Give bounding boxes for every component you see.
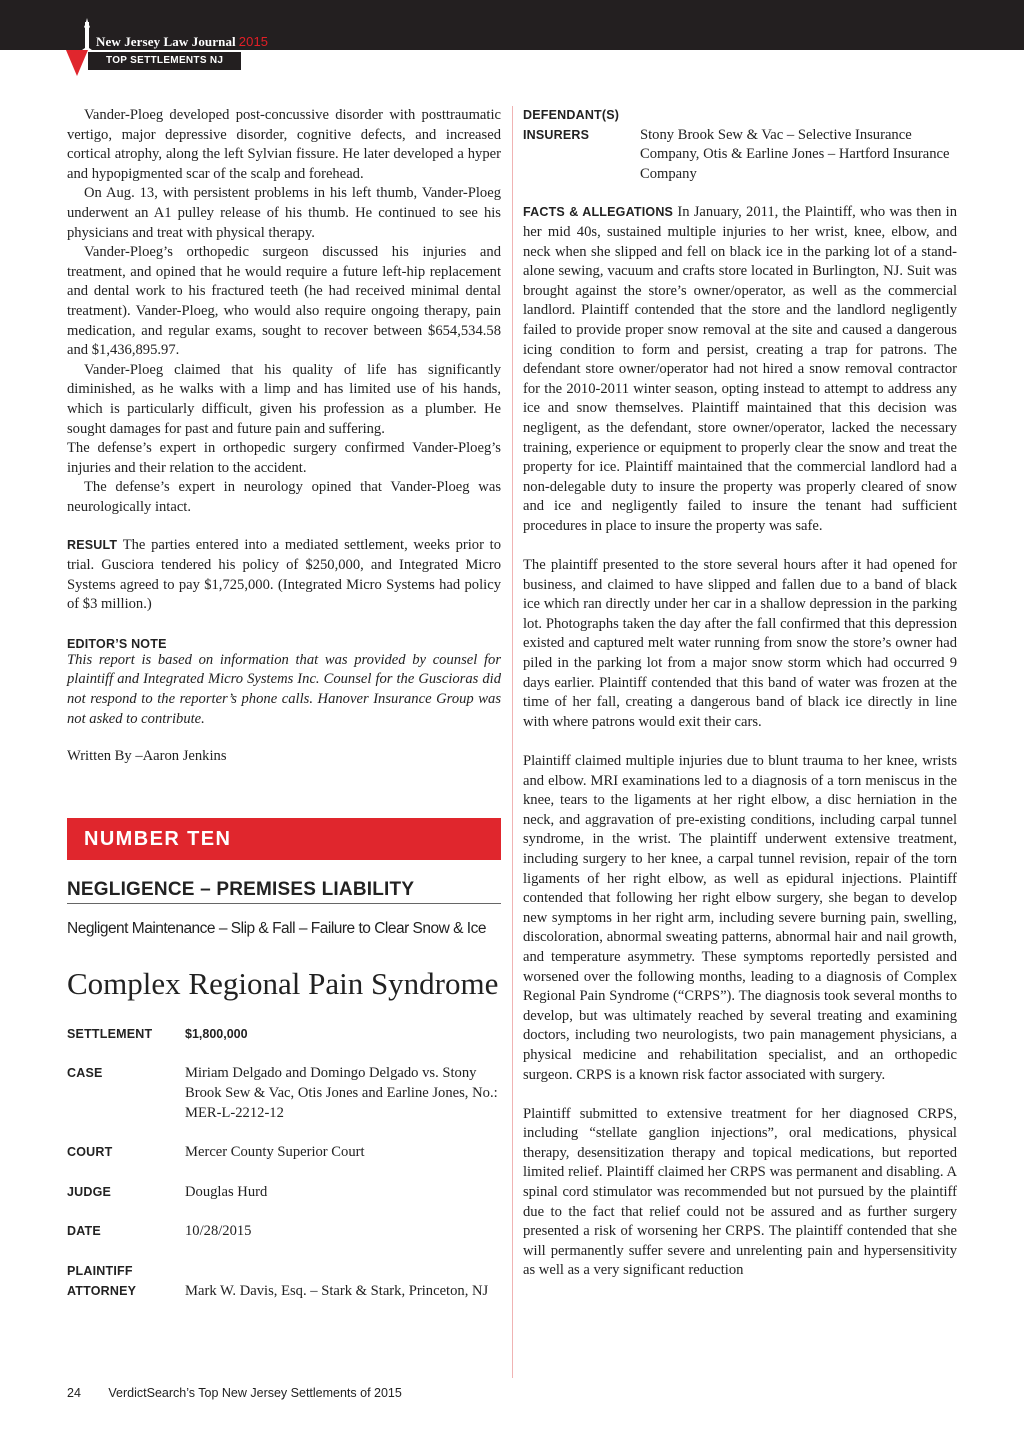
case-title: Complex Regional Pain Syndrome [67, 965, 499, 1001]
chevron-logo-icon [66, 50, 90, 76]
fact-label: DATE [67, 1224, 101, 1239]
publication-year: 2015 [238, 34, 269, 49]
footer-publication: VerdictSearch’s Top New Jersey Settlements of 2015 [108, 1386, 402, 1400]
result-label: RESULT [67, 538, 118, 553]
column-divider [512, 106, 513, 1378]
editors-note-label: EDITOR’S NOTE [67, 636, 167, 651]
fact-label [67, 1262, 185, 1301]
fact-value: Miriam Delgado and Domingo Delgado vs. Stony Brook Sew & Vac, Otis Jones and Earline Jones, No.: MER-L-2212-12 [185, 1065, 498, 1121]
section-tag: TOP SETTLEMENTS NJ [88, 52, 241, 70]
byline: Written By –Aaron Jenkins [67, 748, 227, 765]
fact-value: Mark W. Davis, Esq. – Stark & Stark, Princeton, NJ [185, 1282, 489, 1299]
fact-label-line: PLAINTIFF [67, 1263, 133, 1278]
fact-plaintiff-attorney [67, 1262, 501, 1301]
fact-case [67, 1064, 501, 1123]
insurers-label: INSURERS [523, 127, 590, 142]
fact-value: Mercer County Superior Court [185, 1144, 365, 1161]
body-paragraph: Plaintiff submitted to extensive treatment for her diagnosed CRPS, including “stellate ganglion injections”, oral medications, physical therapy, desensitization therapy and topical medications, but reported limited relief. Plaintiff claimed her CRPS was permanent and disabling. A spinal cord stimulator was recommended but not pursued by the plaintiff due to the fact that relief could not be assured and as further surgery presented a risk of worsening her CRPS. The plaintiff contended that she will permanently suffer severe and unrelenting pain and hypersensitivity as well as a very significant reduction [523, 1105, 957, 1279]
body-paragraph: On Aug. 13, with persistent problems in his left thumb, Vander-Ploeg underwent an A1 pulley release of his thumb. He continued to see his physicians and treat with physical therapy. [67, 185, 501, 241]
body-paragraph: Vander-Ploeg developed post-concussive disorder with posttraumatic vertigo, major depressive disorder, cognitive defects, and increased cortical atrophy, along the left Sylvian fissure. He later developed a hyper and hypopigmented scar of the scalp and forehead. [67, 107, 501, 182]
fact-label: CASE [67, 1066, 103, 1081]
fact-judge [67, 1183, 501, 1203]
fact-label: COURT [67, 1145, 113, 1160]
insurers-row [523, 126, 957, 185]
page-footer [67, 1386, 402, 1400]
editors-note-text: This report is based on information that was provided by counsel for plaintiff and Integrated Micro Systems Inc. Counsel for the Guscioras did not respond to the reporter’s phone calls. Hanover Insurance Group was not asked to contribute. [67, 651, 501, 727]
right-column [523, 106, 957, 1281]
fact-label-line: ATTORNEY [67, 1283, 137, 1298]
case-facts [67, 1025, 501, 1301]
subcategory-heading: Negligent Maintenance – Slip & Fall – Failure to Clear Snow & Ice [67, 919, 486, 937]
page-number: 24 [67, 1386, 81, 1400]
facts-paragraph [523, 203, 957, 536]
fact-settlement [67, 1025, 501, 1045]
result-paragraph [67, 536, 501, 614]
fact-label: SETTLEMENT [67, 1026, 153, 1041]
fact-value: Douglas Hurd [185, 1183, 268, 1200]
fact-value: 10/28/2015 [185, 1223, 252, 1240]
statue-of-liberty-icon [80, 18, 94, 50]
fact-date [67, 1222, 501, 1242]
fact-label: JUDGE [67, 1184, 112, 1199]
body-paragraph: Vander-Ploeg claimed that his quality of life has significantly diminished, as he walks with a limp and has limited use of his hands, which is particularly difficult, given his profession as a plumber. He sought damages for past and future pain and suffering. [67, 361, 501, 437]
publication-name: New Jersey Law Journal [96, 34, 236, 49]
result-text: The parties entered into a mediated settlement, weeks prior to trial. Gusciora tendered his policy of $250,000, and Integrated Micro Systems agreed to pay $1,725,000. (Integrated Micro Systems had policy of $3 million.) [67, 537, 501, 613]
category-heading: NEGLIGENCE – PREMISES LIABILITY [67, 879, 501, 904]
facts-label: FACTS & ALLEGATIONS [523, 205, 674, 220]
body-paragraph: The defense’s expert in orthopedic surgery confirmed Vander-Ploeg’s injuries and their relation to the accident. [67, 440, 501, 476]
defendants-label: DEFENDANT(S) [523, 108, 620, 122]
publication-logo [96, 34, 268, 50]
body-paragraph: Plaintiff claimed multiple injuries due to blunt trauma to her knee, wrists and elbow. MRI examinations led to a diagnosis of a torn meniscus in the knee, tears to the ligaments at her right elbow, a disc herniation in the neck, and aggravation of pre-existing conditions, including carpal tunnel syndrome, in the wrist. The plaintiff underwent extensive treatment, including surgery to her knee, a carpal tunnel revision, repair of the torn ligaments of her right elbow, as well as epidural injections. Plaintiff contended that following her right elbow surgery, she began to develop new symptoms in her right arm, including severe burning pain, swelling, discoloration, abnormal sweating patterns, abnormal hair and nail growth, and temperature asymmetry. These symptoms reportedly persisted and worsened over the following months, leading to a diagnosis of Complex Regional Pain Syndrome (“CRPS”). The diagnosis took several months to develop, but was ultimately reached by several treating and examining doctors, including two neurologists, two pain management physicians, a physical medicine and rehabilitation specialist, and an orthopedic surgeon. CRPS is a known risk factor associated with surgery. [523, 753, 957, 1083]
left-column [67, 106, 501, 1321]
body-paragraph: The plaintiff presented to the store several hours after it had opened for business, and claimed to have slipped and fallen due to a band of black ice which ran directly under her car in a shallow depression in the parking lot. Photographs taken the day after the fall confirmed that this depression existed and captured melt water running from snow the store’s owner had piled in the parking lot from a major snow storm which had occurred 9 days earlier. Plaintiff contended that this band of water was frozen at the time of her fall, creating a dangerous band of black ice directly in line with where patrons would exit their cars. [523, 557, 957, 730]
facts-text: In January, 2011, the Plaintiff, who was then in her mid 40s, sustained multiple injuries to her wrist, knee, elbow, and neck when she slipped and fell on black ice in the parking lot of a stand-alone sewing, vacuum and crafts store located in Burlington, NJ. Suit was brought against the store’s owner/operator, as well as the commercial landlord. Plaintiff contended that the store and the landlord negligently failed to provide proper snow removal at the site and caused a dangerous icing condition to form and persist, creating a trap for patrons. The defendant store owner/operator had not hired a snow removal contractor for the 2010-2011 winter season, opting instead to attempt to address any ice and snow themselves. Plaintiff maintained that this decision was negligent, as the defendant, store owner/operator, lacked the necessary training, experience or equipment to properly clear the snow and treat the property for ice. Plaintiff maintained that the commercial landlord had a non-delegable duty to insure the property was properly cleared of snow and ice and negligently failed to insure the tenant had sufficient procedures in place to insure the property was safe. [523, 204, 958, 534]
body-paragraph: The defense’s expert in neurology opined that Vander-Ploeg was neurologically intact. [67, 479, 501, 515]
body-paragraph: Vander-Ploeg’s orthopedic surgeon discussed his injuries and treatment, and opined that he would require a future left-hip replacement and dental work to his fractured teeth (he had received minimal dental treatment). Vander-Ploeg, who would also require ongoing therapy, pain medication, and regular exams, sought to recover between $654,534.58 and $1,436,895.97. [67, 244, 501, 359]
number-banner: NUMBER TEN [67, 818, 501, 860]
fact-value: $1,800,000 [185, 1026, 248, 1041]
insurers-value: Stony Brook Sew & Vac – Selective Insurance Company, Otis & Earline Jones – Hartford Insurance Company [640, 126, 950, 182]
fact-court [67, 1143, 501, 1163]
